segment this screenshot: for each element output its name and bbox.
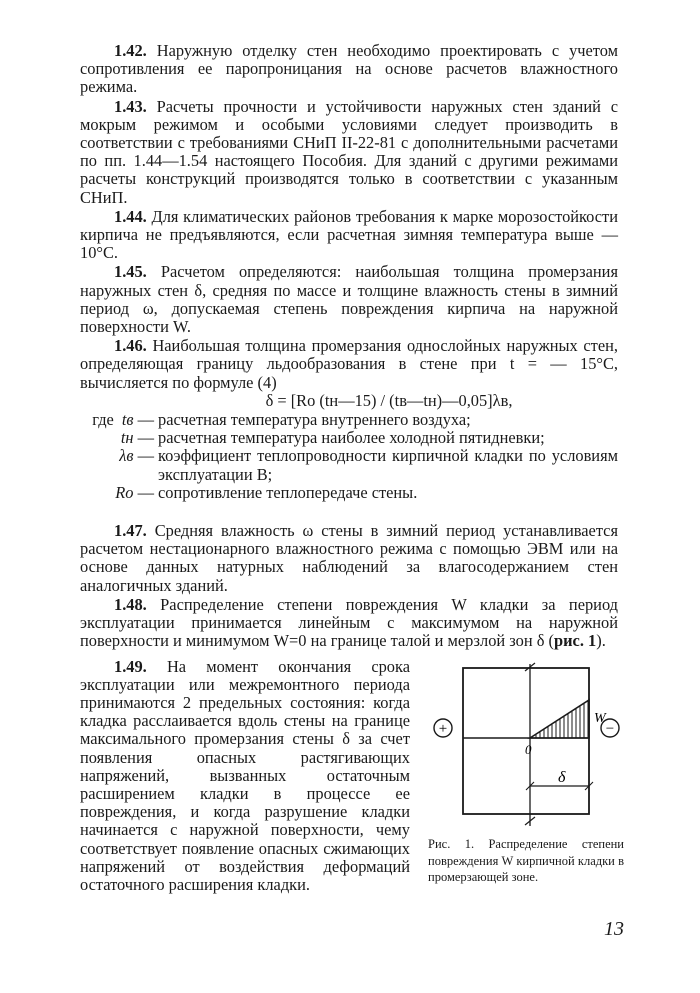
- paragraph-text: Для климатических районов требования к марке морозостойкости кирпича не предъявляются, если расчетная зимняя температура выше — 10°С.: [80, 206, 618, 263]
- legend-prefix: где: [92, 410, 114, 430]
- legend-symbol: tн: [120, 428, 134, 448]
- legend-row: [80, 429, 618, 447]
- formula-legend: [80, 411, 618, 502]
- legend-text: коэффициент теплопроводности кирпичной кладки по условиям эксплуатации В;: [158, 446, 618, 484]
- minus-sign: −: [605, 721, 615, 737]
- paragraph-number: 1.42.: [114, 41, 147, 60]
- paragraph-text: Наибольшая толщина промерзания однослойных наружных стен, определяющая границу льдообразования в стене при t = — 15°С, вычисляется по формуле (4): [80, 336, 618, 392]
- w-label: W: [594, 711, 606, 726]
- paragraph-number: 1.49.: [114, 656, 147, 676]
- legend-text: расчетная температура наиболее холодной пятидневки;: [158, 428, 545, 448]
- plus-sign: +: [438, 721, 448, 737]
- wall-section-frame: [463, 668, 589, 814]
- paragraph-number: 1.44.: [114, 206, 147, 226]
- legend-row: [80, 484, 618, 502]
- paragraph-number: 1.47.: [114, 521, 147, 541]
- paragraph-text: Распределение степени повреждения W кладки за период эксплуатации принимается линейным с максимумом на наружной поверхности и минимумом W=0 на границе талой и мерзлой зон δ (: [80, 594, 619, 651]
- wrapped-column: [80, 652, 410, 896]
- paragraph-text: Расчеты прочности и устойчивости наружных стен зданий с мокрым режимом и особыми условиями следует производить в соответствии с требованиями СНиП II-22-81 с дополнительными расчетами по пп. 1.44—1.54 настоящего Пособия. Для зданий с другими режимами расчеты конструкций производятся только в соответствии с указанным СНиП.: [80, 96, 618, 207]
- legend-text: расчетная температура внутреннего воздуха;: [158, 410, 471, 430]
- paragraph-tail: ).: [596, 631, 606, 651]
- legend-dash: —: [137, 446, 154, 466]
- paragraph-number: 1.45.: [114, 262, 147, 282]
- legend-text: сопротивление теплопередаче стены.: [158, 482, 418, 502]
- paragraph-text: Расчетом определяются: наибольшая толщина промерзания наружных стен δ, средняя по массе и толщине влажность стены в зимний период ω, допускаемая степень повреждения кирпича на наружной поверхности W.: [80, 262, 618, 337]
- paragraph-text: На момент окончания срока эксплуатации или межремонтного периода принимаются 2 предельных состояния: когда кладка расслаивается вдоль стены на границе максимального промерзания стены δ за счет появления опасных растягивающих напряжений, вызванных остаточным расширением кладки в процессе ее повреждения, и когда разрушение кладки начинается с наружной поверхности, чему соответствует появление опасных сжимающих напряжений от воздействия деформаций остаточного расширения кладки.: [80, 656, 410, 894]
- paragraph-1-47: [80, 522, 618, 595]
- legend-dash: —: [137, 482, 154, 502]
- legend-row: [80, 411, 618, 429]
- paragraph-1-44: [80, 208, 618, 263]
- paragraph-text: Средняя влажность ω стены в зимний период устанавливается расчетом нестационарного влажностного режима с помощью ЭВМ или на основе данных натурных наблюдений за влагосодержанием стен аналогичных зданий.: [80, 521, 618, 595]
- paragraph-number: 1.43.: [114, 96, 147, 116]
- paragraph-text: Наружную отделку стен необходимо проектировать с учетом сопротивления ее паропроницания на основе расчетов влажностного режима.: [80, 41, 618, 97]
- figure-1: [426, 660, 626, 835]
- paragraph-1-43: [80, 98, 618, 207]
- legend-dash: —: [137, 410, 154, 430]
- paragraph-1-46: [80, 337, 618, 392]
- damage-distribution-triangle: [530, 700, 589, 738]
- zero-label: 0: [525, 742, 532, 757]
- figure-reference: рис. 1: [554, 631, 597, 651]
- legend-symbol: λв: [119, 446, 134, 466]
- paragraph-number: 1.46.: [114, 336, 147, 356]
- paragraph-1-42: [80, 42, 618, 97]
- paragraph-number: 1.48.: [114, 594, 147, 614]
- legend-symbol: Rо: [115, 482, 134, 502]
- figure-caption: Рис. 1. Распределение степени повреждения W кирпичной кладки в промерзающей зоне.: [428, 837, 624, 884]
- legend-dash: —: [137, 428, 154, 448]
- page-number: 13: [604, 918, 624, 940]
- legend-symbol: tв: [121, 410, 134, 430]
- paragraph-1-48: [80, 596, 618, 651]
- paragraph-1-45: [80, 263, 618, 336]
- legend-row: [80, 447, 618, 483]
- paragraph-1-49: [80, 658, 410, 895]
- delta-label: δ: [558, 769, 566, 786]
- formula-4: δ = [Rо (tн—15) / (tв—tн)—0,05]λв,: [265, 390, 513, 410]
- frost-damage-diagram: [426, 660, 626, 830]
